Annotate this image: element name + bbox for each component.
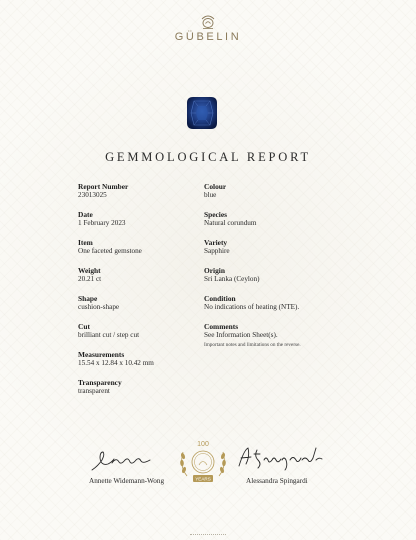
field-value: 15.54 x 12.84 x 10.42 mm	[78, 359, 154, 367]
signatory-left-name: Annette Widemann-Wong	[89, 477, 165, 485]
field-value: Sapphire	[204, 247, 230, 255]
field-value: blue	[204, 191, 217, 199]
field-colour	[204, 182, 384, 200]
field-date	[78, 210, 196, 228]
field-label: Origin	[204, 266, 225, 275]
gubelin-crest-icon	[199, 14, 217, 30]
seal-number: 100	[197, 441, 209, 448]
field-transparency	[78, 378, 196, 396]
field-value: Natural corundum	[204, 219, 257, 227]
field-label: Variety	[204, 238, 228, 247]
field-value: 20.21 ct	[78, 275, 102, 283]
page-footer-mark	[190, 534, 226, 538]
field-value: cushion-shape	[78, 303, 120, 311]
brand-header	[0, 14, 416, 43]
field-value: See Information Sheet(s).	[204, 331, 278, 339]
field-weight	[78, 266, 196, 284]
field-label: Shape	[78, 294, 98, 303]
signature-left	[90, 448, 154, 474]
field-item	[78, 238, 196, 256]
field-label: Species	[204, 210, 227, 219]
signature-spingardi-icon	[236, 444, 326, 472]
field-value: transparent	[78, 387, 110, 395]
field-label: Cut	[78, 322, 90, 331]
field-label: Comments	[204, 322, 239, 331]
page-title: GEMMOLOGICAL REPORT	[105, 150, 311, 164]
field-shape	[78, 294, 196, 312]
field-label: Weight	[78, 266, 101, 275]
seal-caption: YEARS	[195, 476, 211, 482]
field-label: Measurements	[78, 350, 125, 359]
field-label: Item	[78, 238, 93, 247]
field-value: brilliant cut / step cut	[78, 331, 140, 339]
field-variety	[204, 238, 384, 256]
signature-right	[236, 444, 326, 472]
field-label: Transparency	[78, 378, 122, 387]
field-value: One faceted gemstone	[78, 247, 142, 255]
field-cut	[78, 322, 196, 340]
field-label: Condition	[204, 294, 236, 303]
field-measurements	[78, 350, 196, 368]
field-species	[204, 210, 384, 228]
field-value: Sri Lanka (Ceylon)	[204, 275, 260, 283]
field-label: Date	[78, 210, 93, 219]
field-report-number	[78, 182, 196, 200]
field-label: Report Number	[78, 182, 129, 191]
comments-note: Important notes and limitations on the reverse.	[204, 342, 301, 348]
field-origin	[204, 266, 384, 284]
field-label: Colour	[204, 182, 227, 191]
signature-widemann-icon	[90, 448, 154, 474]
field-condition	[204, 294, 384, 312]
field-value: No indications of heating (NTE).	[204, 303, 300, 311]
brand-name: GÜBELIN	[174, 31, 242, 43]
blue-sapphire-cushion-icon	[186, 96, 218, 130]
field-comments	[204, 322, 384, 349]
field-value: 1 February 2023	[78, 219, 126, 227]
100-years-laurel-seal-icon	[177, 438, 229, 484]
field-value: 23013025	[78, 191, 107, 199]
signatory-right-name: Alessandra Spingardi	[246, 477, 308, 485]
